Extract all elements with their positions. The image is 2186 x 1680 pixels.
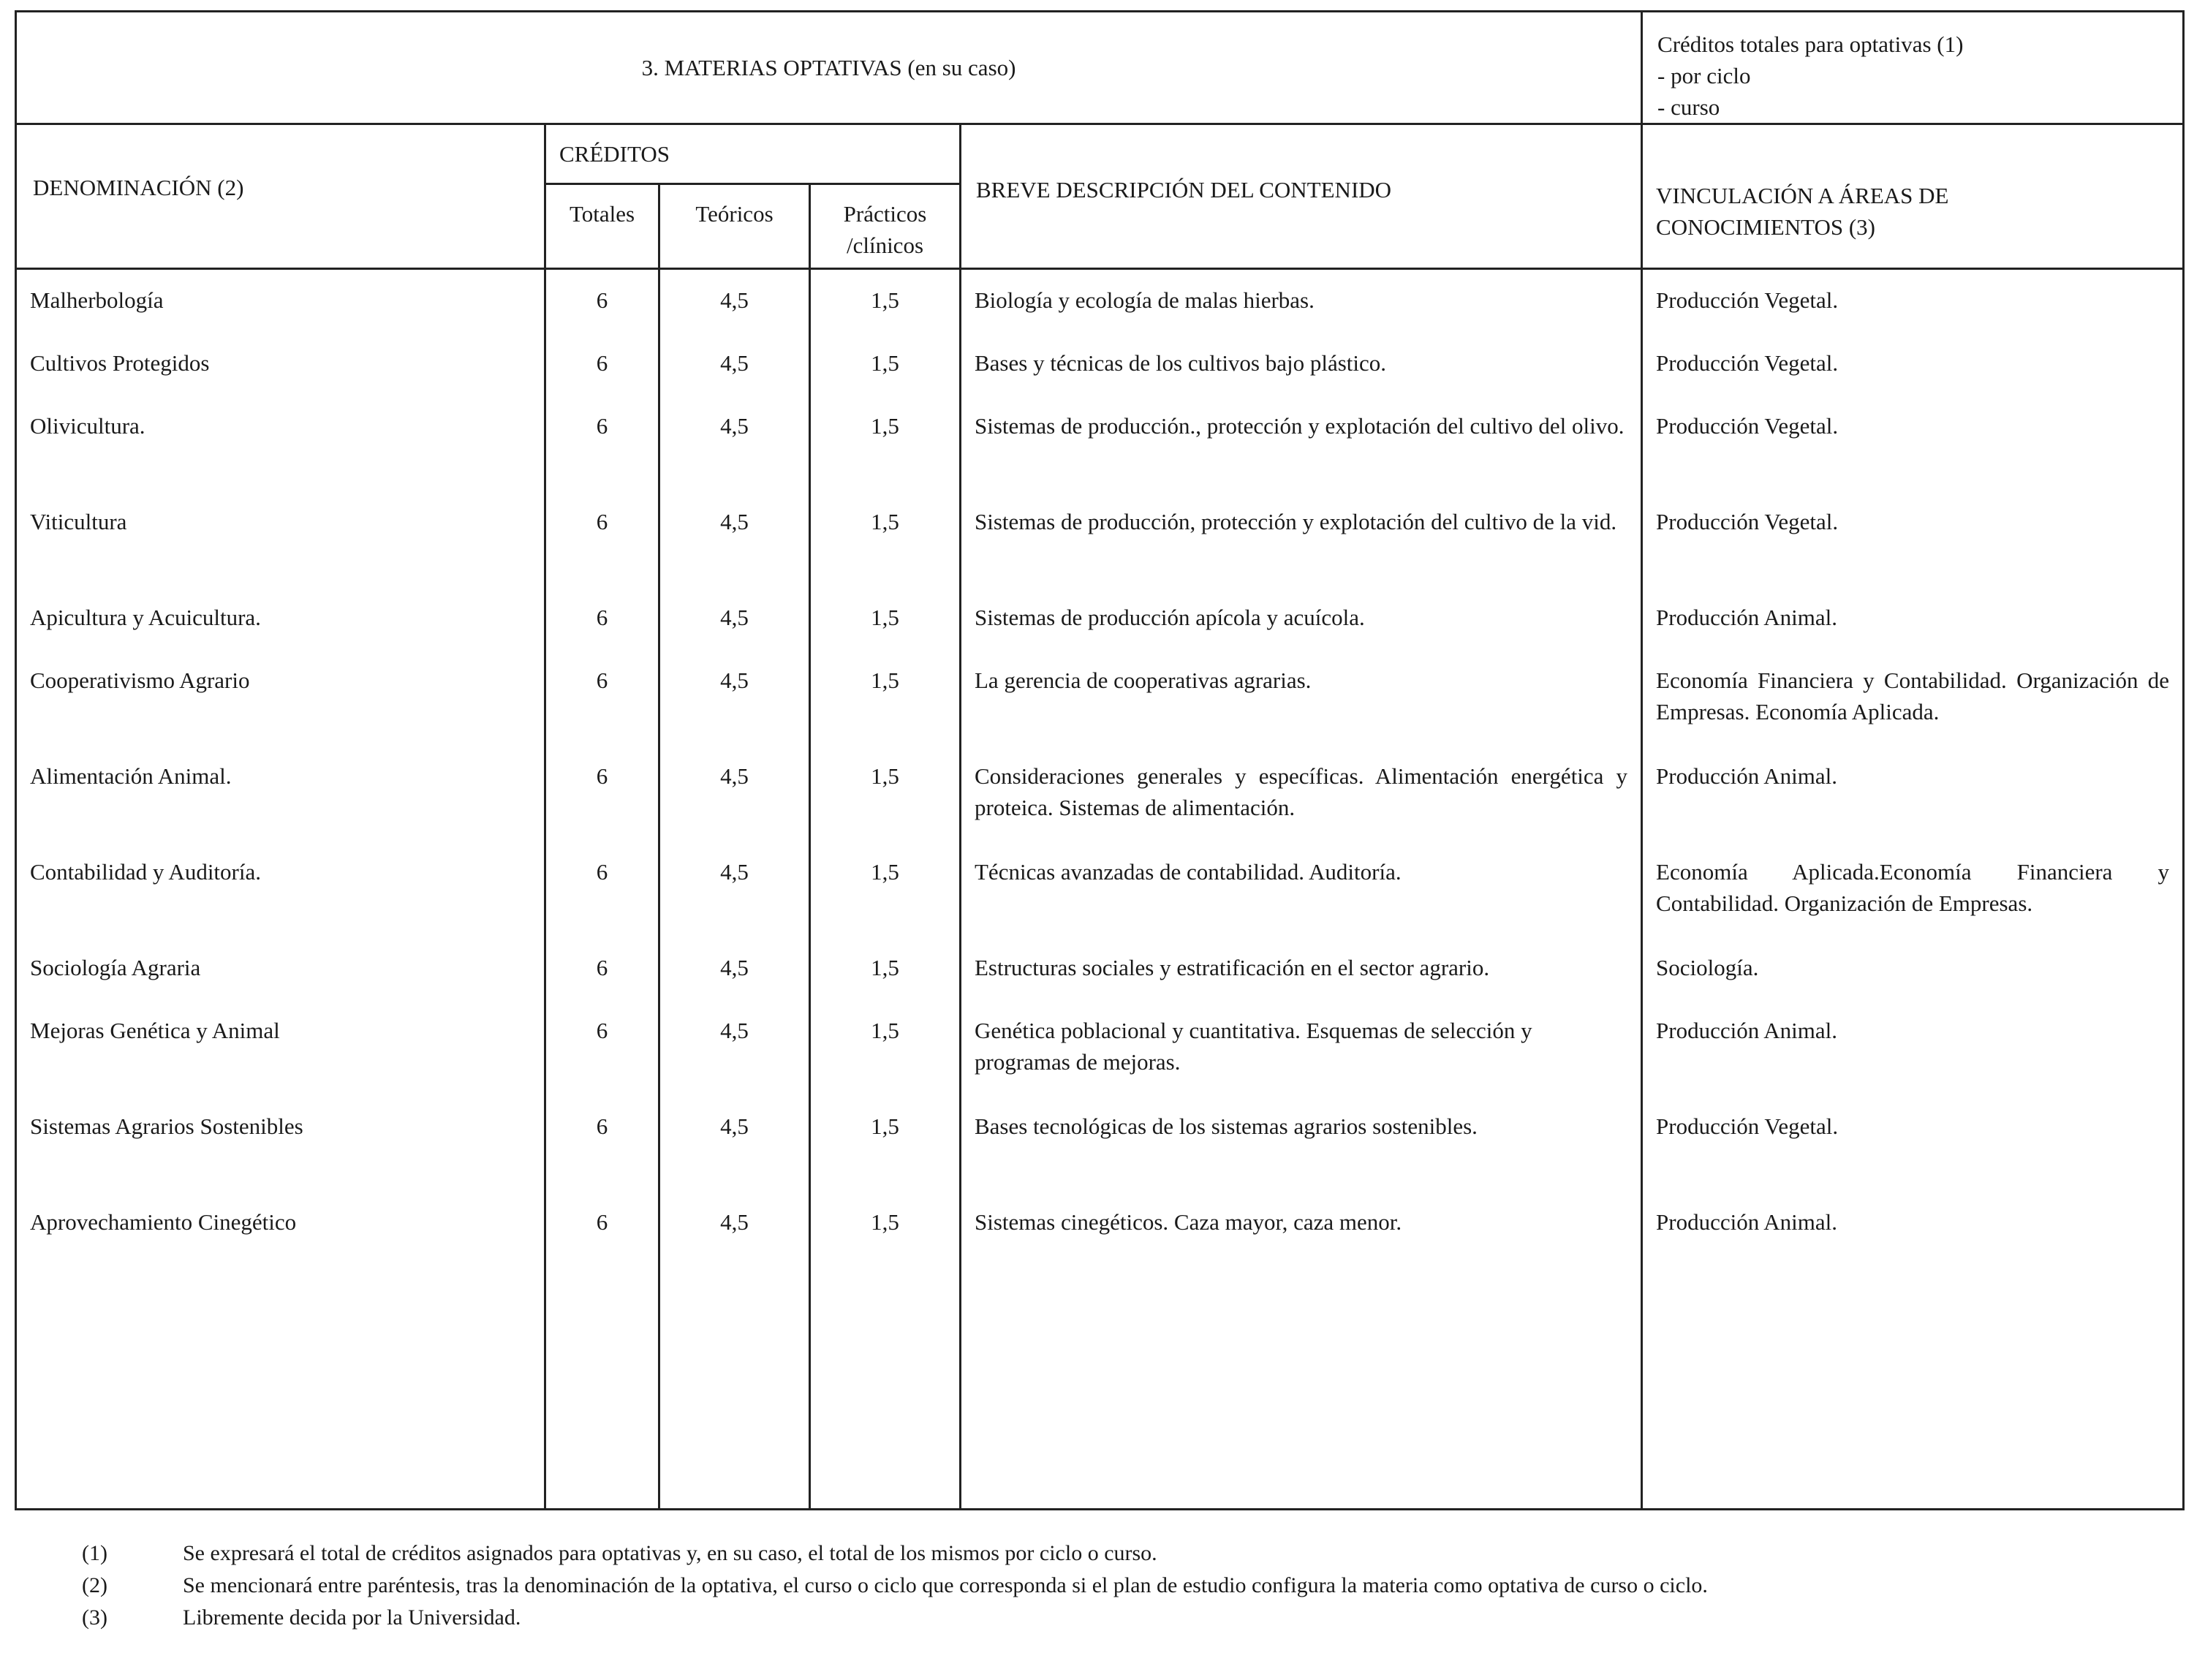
cell-descripcion: Estructuras sociales y estratificación en el sector agrario. [975,955,1490,980]
header-practicos [810,184,961,269]
header-denominacion: DENOMINACIÓN (2) [16,124,545,269]
header-practicos-line2: /clínicos [846,232,924,258]
column-vinculacion [1642,269,2184,1510]
cell-denominacion: Contabilidad y Auditoría. [30,859,261,885]
cell-descripcion: Sistemas cinegéticos. Caza mayor, caza menor. [975,1209,1402,1235]
footnote-number: (3) [82,1605,107,1630]
cell-vinculacion: Economía Aplicada.Economía Financiera y Contabilidad. Organización de Empresas. [1656,859,2170,916]
cell-teoricos: 4,5 [720,1018,749,1043]
cell-denominacion: Alimentación Animal. [30,763,232,789]
cell-teoricos: 4,5 [720,763,749,789]
cell-practicos: 1,5 [871,763,899,789]
cell-vinculacion: Producción Animal. [1656,1209,1838,1235]
cell-teoricos: 4,5 [720,1209,749,1235]
footnote [82,1570,1708,1602]
cell-vinculacion: Sociología. [1656,955,1759,980]
cell-teoricos: 4,5 [720,955,749,980]
creditos-totales-line2: - por ciclo [1657,63,1751,88]
cell-denominacion: Apicultura y Acuicultura. [30,605,261,630]
cell-practicos: 1,5 [871,413,899,439]
cell-totales: 6 [596,350,608,376]
cell-denominacion: Aprovechamiento Cinegético [30,1209,297,1235]
cell-vinculacion: Producción Animal. [1656,1018,1838,1043]
cell-descripcion: Biología y ecología de malas hierbas. [975,287,1315,313]
column-totales [545,269,659,1510]
footnotes [82,1537,1708,1634]
footnote-text: Se expresará el total de créditos asignados para optativas y, en su caso, el total de los mismos por ciclo o curso. [183,1541,1157,1565]
footnote [82,1537,1708,1570]
footnote-number: (1) [82,1541,107,1565]
cell-denominacion: Cultivos Protegidos [30,350,210,376]
cell-descripcion: Bases y técnicas de los cultivos bajo plástico. [975,350,1387,376]
cell-descripcion: Consideraciones generales y específicas. Alimentación energética y proteica. Sistemas de alimentación. [975,763,1628,820]
cell-practicos: 1,5 [871,1018,899,1043]
cell-totales: 6 [596,605,608,630]
cell-teoricos: 4,5 [720,509,749,534]
cell-totales: 6 [596,1018,608,1043]
cell-teoricos: 4,5 [720,287,749,313]
cell-totales: 6 [596,763,608,789]
footnote [82,1602,1708,1634]
cell-descripcion: Sistemas de producción apícola y acuícola. [975,605,1365,630]
footnote-text: Libremente decida por la Universidad. [183,1605,521,1630]
cell-totales: 6 [596,955,608,980]
optativas-table [15,10,2185,1510]
cell-vinculacion: Economía Financiera y Contabilidad. Organización de Empresas. Economía Aplicada. [1656,667,2170,724]
header-breve-descripcion: BREVE DESCRIPCIÓN DEL CONTENIDO [961,124,1642,269]
cell-denominacion: Viticultura [30,509,127,534]
cell-totales: 6 [596,1209,608,1235]
column-denominacion [16,269,545,1510]
cell-denominacion: Malherbología [30,287,164,313]
cell-teoricos: 4,5 [720,413,749,439]
cell-denominacion: Sociología Agraria [30,955,201,980]
header-practicos-line1: Prácticos [843,201,927,227]
cell-teoricos: 4,5 [720,667,749,693]
cell-vinculacion: Producción Animal. [1656,605,1838,630]
cell-descripcion: Técnicas avanzadas de contabilidad. Auditoría. [975,859,1402,885]
creditos-totales-line3: - curso [1657,94,1720,120]
cell-practicos: 1,5 [871,859,899,885]
cell-descripcion: Sistemas de producción., protección y explotación del cultivo del olivo. [975,413,1625,439]
column-teoricos [659,269,810,1510]
cell-totales: 6 [596,1113,608,1139]
cell-denominacion: Mejoras Genética y Animal [30,1018,280,1043]
cell-denominacion: Cooperativismo Agrario [30,667,250,693]
cell-vinculacion: Producción Vegetal. [1656,287,1839,313]
section-title: 3. MATERIAS OPTATIVAS (en su caso) [16,12,1642,124]
cell-practicos: 1,5 [871,1209,899,1235]
cell-practicos: 1,5 [871,667,899,693]
cell-vinculacion: Producción Animal. [1656,763,1838,789]
creditos-totales-line1: Créditos totales para optativas (1) [1657,31,1964,57]
cell-descripcion: La gerencia de cooperativas agrarias. [975,667,1312,693]
header-vinculacion-line2: CONOCIMIENTOS (3) [1656,213,1875,240]
header-vinculacion-line1: VINCULACIÓN A ÁREAS DE [1656,182,1949,208]
cell-practicos: 1,5 [871,955,899,980]
cell-practicos: 1,5 [871,287,899,313]
cell-descripcion: Sistemas de producción, protección y explotación del cultivo de la vid. [975,509,1617,534]
cell-vinculacion: Producción Vegetal. [1656,413,1839,439]
header-totales: Totales [545,184,659,269]
cell-practicos: 1,5 [871,350,899,376]
cell-teoricos: 4,5 [720,859,749,885]
cell-totales: 6 [596,667,608,693]
cell-denominacion: Olivicultura. [30,413,145,439]
cell-totales: 6 [596,509,608,534]
footnote-number: (2) [82,1573,107,1597]
cell-totales: 6 [596,287,608,313]
cell-descripcion: Bases tecnológicas de los sistemas agrarios sostenibles. [975,1113,1478,1139]
column-practicos [810,269,961,1510]
cell-practicos: 1,5 [871,1113,899,1139]
cell-teoricos: 4,5 [720,1113,749,1139]
column-descripcion [961,269,1642,1510]
cell-vinculacion: Producción Vegetal. [1656,1113,1839,1139]
cell-vinculacion: Producción Vegetal. [1656,509,1839,534]
creditos-totales-cell [1642,12,2184,124]
header-creditos: CRÉDITOS [545,124,961,184]
header-vinculacion [1642,124,2184,269]
cell-totales: 6 [596,859,608,885]
cell-totales: 6 [596,413,608,439]
cell-practicos: 1,5 [871,509,899,534]
cell-practicos: 1,5 [871,605,899,630]
footnote-text: Se mencionará entre paréntesis, tras la denominación de la optativa, el curso o ciclo que corresponda si el plan de estudio configura la materia como optativa de curso o ciclo. [183,1573,1708,1597]
header-teoricos: Teóricos [659,184,810,269]
cell-teoricos: 4,5 [720,605,749,630]
cell-denominacion: Sistemas Agrarios Sostenibles [30,1113,303,1139]
cell-vinculacion: Producción Vegetal. [1656,350,1839,376]
cell-teoricos: 4,5 [720,350,749,376]
cell-descripcion: Genética poblacional y cuantitativa. Esquemas de selección y programas de mejoras. [975,1018,1532,1075]
